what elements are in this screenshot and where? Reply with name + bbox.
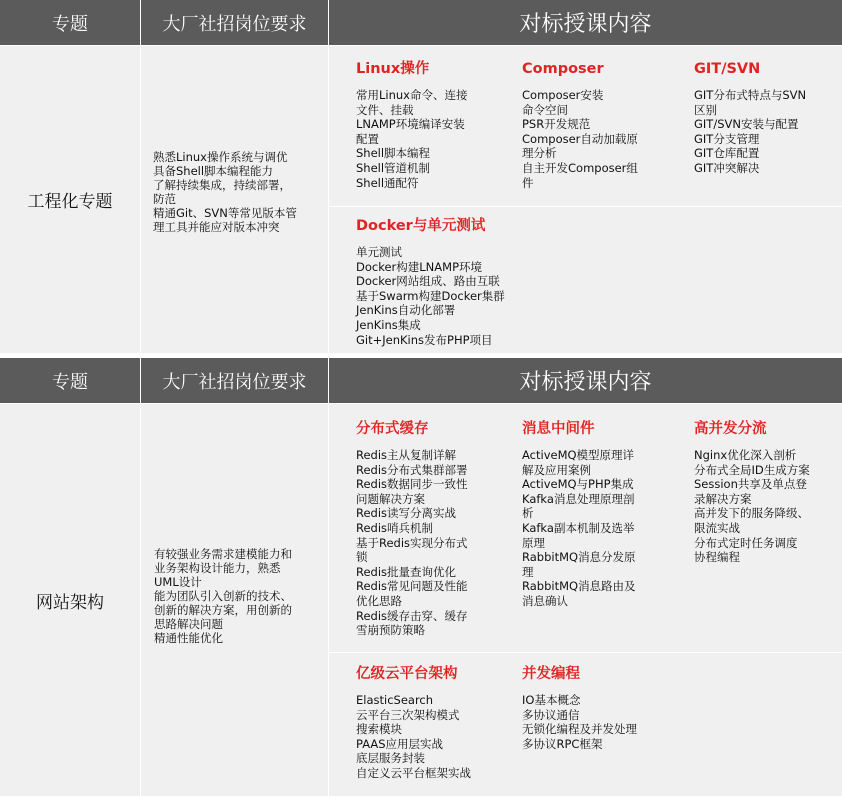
block-item: 多协议RPC框架	[522, 736, 603, 751]
block-title: 并发编程	[522, 666, 580, 682]
block-item: Redis分布式集群部署	[356, 462, 468, 477]
block-item: Git+JenKins发布PHP项目	[356, 332, 493, 347]
course-block-docker	[356, 217, 556, 347]
course-block-message-middleware	[522, 420, 687, 609]
block-item: Composer自动加载原 理分析	[522, 131, 638, 161]
section-engineering	[0, 0, 842, 355]
block-item: ActiveMQ与PHP集成	[522, 477, 634, 492]
course-block-distributed-cache	[356, 420, 516, 638]
course-block-composer	[522, 60, 687, 190]
block-item: ActiveMQ模型原理详 解及应用案例	[522, 448, 635, 477]
block-item: RabbitMQ消息路由及 消息确认	[522, 579, 636, 608]
block-item: ElasticSearch	[356, 693, 434, 707]
block-item: 多协议通信	[522, 707, 580, 722]
section-website-architecture	[0, 358, 842, 796]
block-item: 命令空间	[522, 102, 568, 117]
block-title: 亿级云平台架构	[356, 666, 458, 682]
course-block-cloud-platform	[356, 665, 516, 781]
block-item: 云平台三次架构模式	[356, 707, 460, 722]
block-item: IO基本概念	[522, 693, 581, 707]
block-item: Redis缓存击穿、缓存 雪崩预防策略	[356, 608, 468, 638]
course-block-git-svn	[694, 60, 840, 176]
block-title: 高并发分流	[694, 421, 767, 437]
block-item: Redis常见问题及性能 优化思路	[356, 579, 468, 608]
course-block-concurrent-programming	[522, 665, 687, 751]
block-item: 协程编程	[694, 550, 740, 565]
block-item: Redis数据同步一致性 问题解决方案	[356, 477, 468, 506]
requirements-cell	[141, 46, 328, 353]
block-item: Docker网站组成、路由互联	[356, 274, 500, 289]
block-item: Redis哨兵机制	[356, 520, 434, 535]
requirement-item: 具备Shell脚本编程能力	[153, 164, 274, 178]
course-block-high-concurrency	[694, 420, 840, 565]
requirement-item: 精通性能优化	[154, 631, 223, 645]
block-item: GIT仓库配置	[694, 146, 760, 161]
block-item: Docker构建LNAMP环境	[356, 259, 482, 274]
block-item: Shell通配符	[356, 175, 419, 190]
block-item: 常用Linux命令、连接 文件、挂载	[356, 88, 468, 117]
block-item: Shell管道机制	[356, 160, 431, 175]
block-item: Redis批量查询优化	[356, 564, 457, 579]
requirement-item: 精通Git、SVN等常见版本管 理工具并能应对版本冲突	[153, 206, 297, 234]
block-item: Nginx优化深入剖析	[694, 448, 797, 462]
block-item: JenKins集成	[356, 317, 421, 332]
block-item: 分布式全局ID生成方案	[694, 462, 810, 477]
block-title: Docker与单元测试	[356, 218, 486, 234]
header-requirements: 大厂社招岗位要求	[141, 0, 328, 45]
block-item: Kafka副本机制及选举 原理	[522, 520, 635, 550]
block-item: PSR开发规范	[522, 117, 591, 132]
requirement-item: 了解持续集成，持续部署， 防范	[153, 178, 291, 206]
block-title: 分布式缓存	[356, 421, 429, 437]
block-item: 底层服务封装	[356, 751, 425, 766]
block-item: GIT冲突解决	[694, 160, 760, 175]
block-title: Composer	[522, 61, 604, 77]
block-title: 消息中间件	[522, 421, 595, 437]
topic-label: 网站架构	[36, 592, 104, 613]
block-item: 自主开发Composer组 件	[522, 160, 638, 190]
block-item: Redis主从复制详解	[356, 448, 457, 462]
course-block-linux	[356, 60, 516, 190]
requirement-item: 熟悉Linux操作系统与调优	[153, 150, 288, 164]
block-item: Shell脚本编程	[356, 146, 431, 161]
block-item: 基于Redis实现分布式 锁	[356, 535, 468, 565]
block-item: GIT分支管理	[694, 131, 760, 146]
topic-cell	[0, 46, 140, 353]
header-requirements: 大厂社招岗位要求	[141, 358, 328, 403]
block-item: Kafka消息处理原理剖 析	[522, 491, 635, 521]
block-item: 基于Swarm构建Docker集群	[356, 288, 505, 303]
header-topic: 专题	[0, 0, 140, 45]
block-title: GIT/SVN	[694, 61, 761, 77]
block-item: Redis读写分离实战	[356, 506, 457, 521]
block-item: GIT/SVN安装与配置	[694, 117, 799, 132]
requirement-item: 有较强业务需求建模能力和 业务架构设计能力，熟悉 UML设计	[154, 547, 292, 589]
requirements-cell	[141, 404, 328, 796]
block-item: RabbitMQ消息分发原 理	[522, 550, 636, 579]
block-title: Linux操作	[356, 61, 430, 77]
header-content: 对标授课内容	[329, 358, 842, 403]
block-item: Composer安装	[522, 88, 604, 102]
header-content: 对标授课内容	[329, 0, 842, 45]
block-item: GIT分布式特点与SVN 区别	[694, 88, 807, 117]
requirement-item: 能为团队引入创新的技术、 创新的解决方案，用创新的 思路解决问题	[154, 589, 292, 631]
block-item: 单元测试	[356, 245, 402, 259]
topic-label: 工程化专题	[27, 192, 113, 212]
topic-cell	[0, 404, 140, 796]
block-item: 搜索模块	[356, 722, 402, 737]
block-item: 分布式定时任务调度	[694, 535, 798, 550]
block-item: 自定义云平台框架实战	[356, 765, 471, 780]
block-item: PAAS应用层实战	[356, 736, 444, 751]
block-item: 高并发下的服务降级、 限流实战	[694, 506, 809, 535]
block-item: JenKins自动化部署	[356, 303, 456, 318]
block-item: LNAMP环境编译安装 配置	[356, 117, 465, 146]
block-item: 无锁化编程及并发处理	[522, 722, 637, 737]
block-item: Session共享及单点登 录解决方案	[694, 477, 807, 506]
header-topic: 专题	[0, 358, 140, 403]
